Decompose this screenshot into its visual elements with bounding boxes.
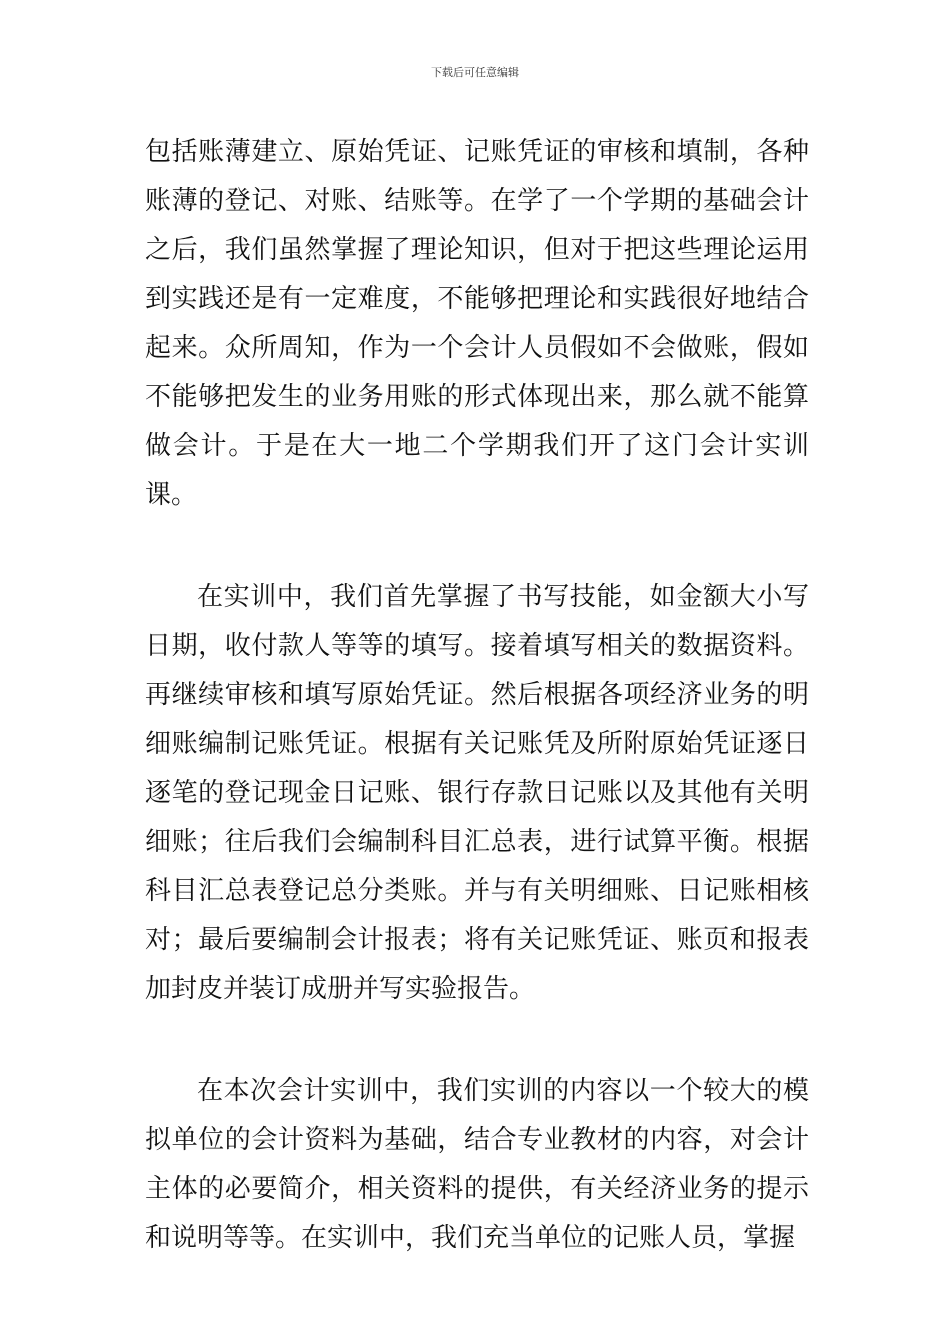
paragraph-3: 在本次会计实训中，我们实训的内容以一个较大的模拟单位的会计资料为基础，结合专业教材的内容，对会计主体的必要简介，相关资料的提供，有关经济业务的提示和说明等等。在实训中，我们充当单位的记账人员，掌握 (145, 1076, 809, 1253)
paragraph-spacer (145, 1014, 809, 1067)
paragraph-1: 包括账薄建立、原始凭证、记账凭证的审核和填制，各种账薄的登记、对账、结账等。在学了一个学期的基础会计之后，我们虽然掌握了理论知识，但对于把这些理论运用到实践还是有一定难度，不能够把理论和实践很好地结合起来。众所周知，作为一个会计人员假如不会做账，假如不能够把发生的业务用账的形式体现出来，那么就不能算做会计。于是在大一地二个学期我们开了这门会计实训课。 (145, 137, 809, 510)
paragraph-spacer (145, 520, 809, 573)
page-header: 下载后可任意编辑 (431, 66, 519, 79)
document-body (145, 128, 809, 1263)
paragraph-2: 在实训中，我们首先掌握了书写技能，如金额大小写日期，收付款人等等的填写。接着填写相关的数据资料。再继续审核和填写原始凭证。然后根据各项经济业务的明细账编制记账凭证。根据有关记账凭及所附原始凭证逐日逐笔的登记现金日记账、银行存款日记账以及其他有关明细账；往后我们会编制科目汇总表，进行试算平衡。根据科目汇总表登记总分类账。并与有关明细账、日记账相核对；最后要编制会计报表；将有关记账凭证、账页和报表加封皮并装订成册并写实验报告。 (145, 582, 809, 1004)
